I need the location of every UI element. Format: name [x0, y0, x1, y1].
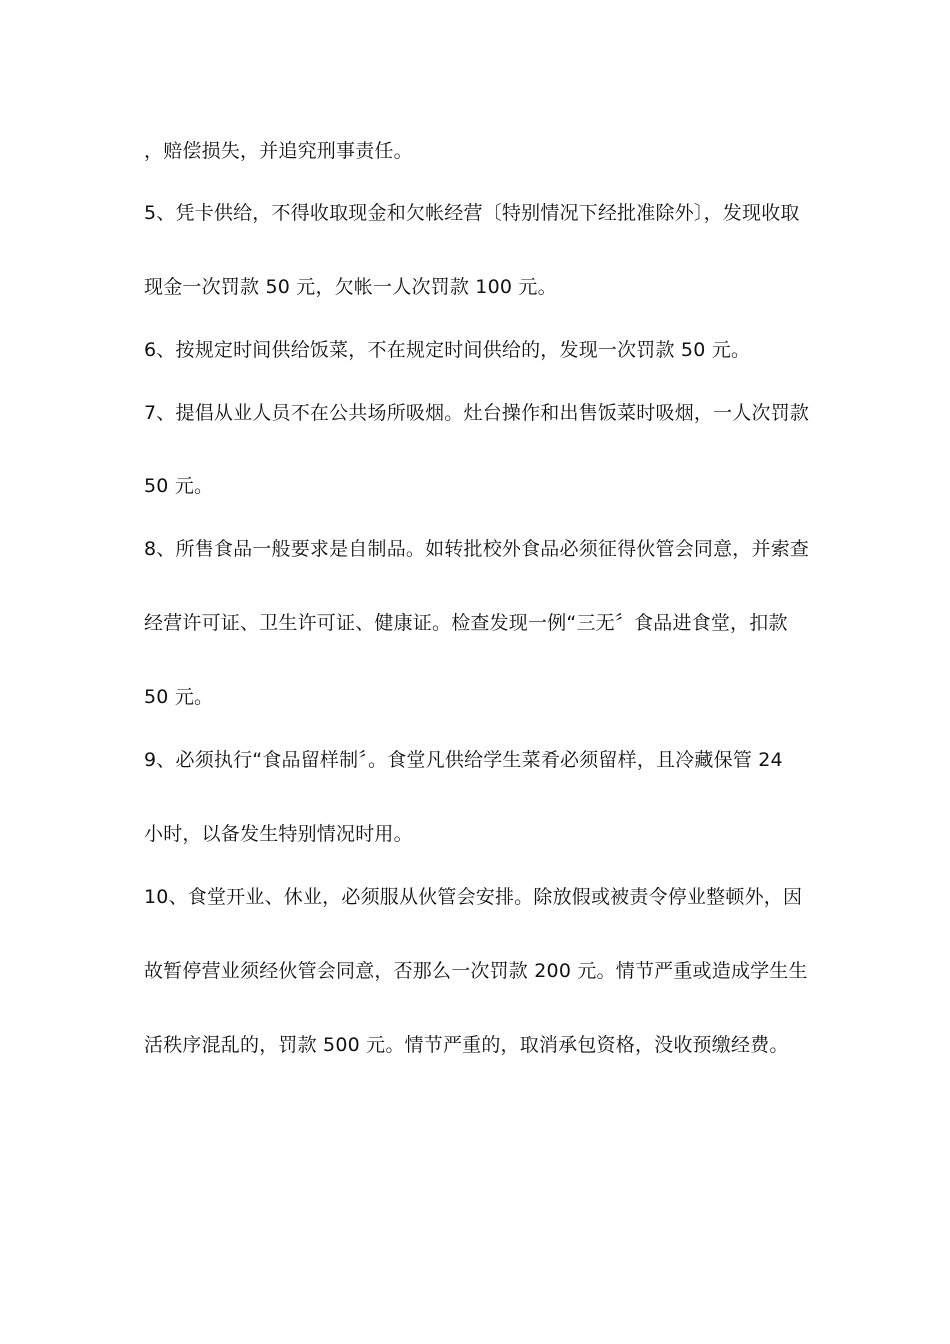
text-line: 8、所售食品一般要求是自制品。如转批校外食品必须征得伙管会同意，并索查	[144, 538, 810, 560]
text-line: 小时，以备发生特别情况时用。	[144, 823, 413, 845]
text-line: 9、必须执行“食品留样制〞。食堂凡供给学生菜肴必须留样，且冷藏保管 24	[144, 749, 783, 771]
text-line: 经营许可证、卫生许可证、健康证。检查发现一例“三无〞食品进食堂，扣款	[144, 612, 788, 634]
text-line: 7、提倡从业人员不在公共场所吸烟。灶台操作和出售饭菜时吸烟，一人次罚款	[144, 402, 810, 424]
text-line: ，赔偿损失，并追究刑事责任。	[144, 140, 413, 162]
text-line: 50 元。	[144, 475, 214, 497]
text-line: 故暂停营业须经伙管会同意，否那么一次罚款 200 元。情节严重或造成学生生	[144, 960, 808, 982]
text-line: 6、按规定时间供给饭菜，不在规定时间供给的，发现一次罚款 50 元。	[144, 339, 751, 361]
text-line: 现金一次罚款 50 元，欠帐一人次罚款 100 元。	[144, 276, 557, 298]
text-line: 5、凭卡供给，不得收取现金和欠帐经营〔特别情况下经批准除外〕，发现收取	[144, 202, 800, 224]
text-line: 活秩序混乱的，罚款 500 元。情节严重的，取消承包资格，没收预缴经费。	[144, 1034, 789, 1056]
text-line: 10、食堂开业、休业，必须服从伙管会安排。除放假或被责令停业整顿外，因	[144, 886, 803, 908]
text-line: 50 元。	[144, 686, 214, 708]
